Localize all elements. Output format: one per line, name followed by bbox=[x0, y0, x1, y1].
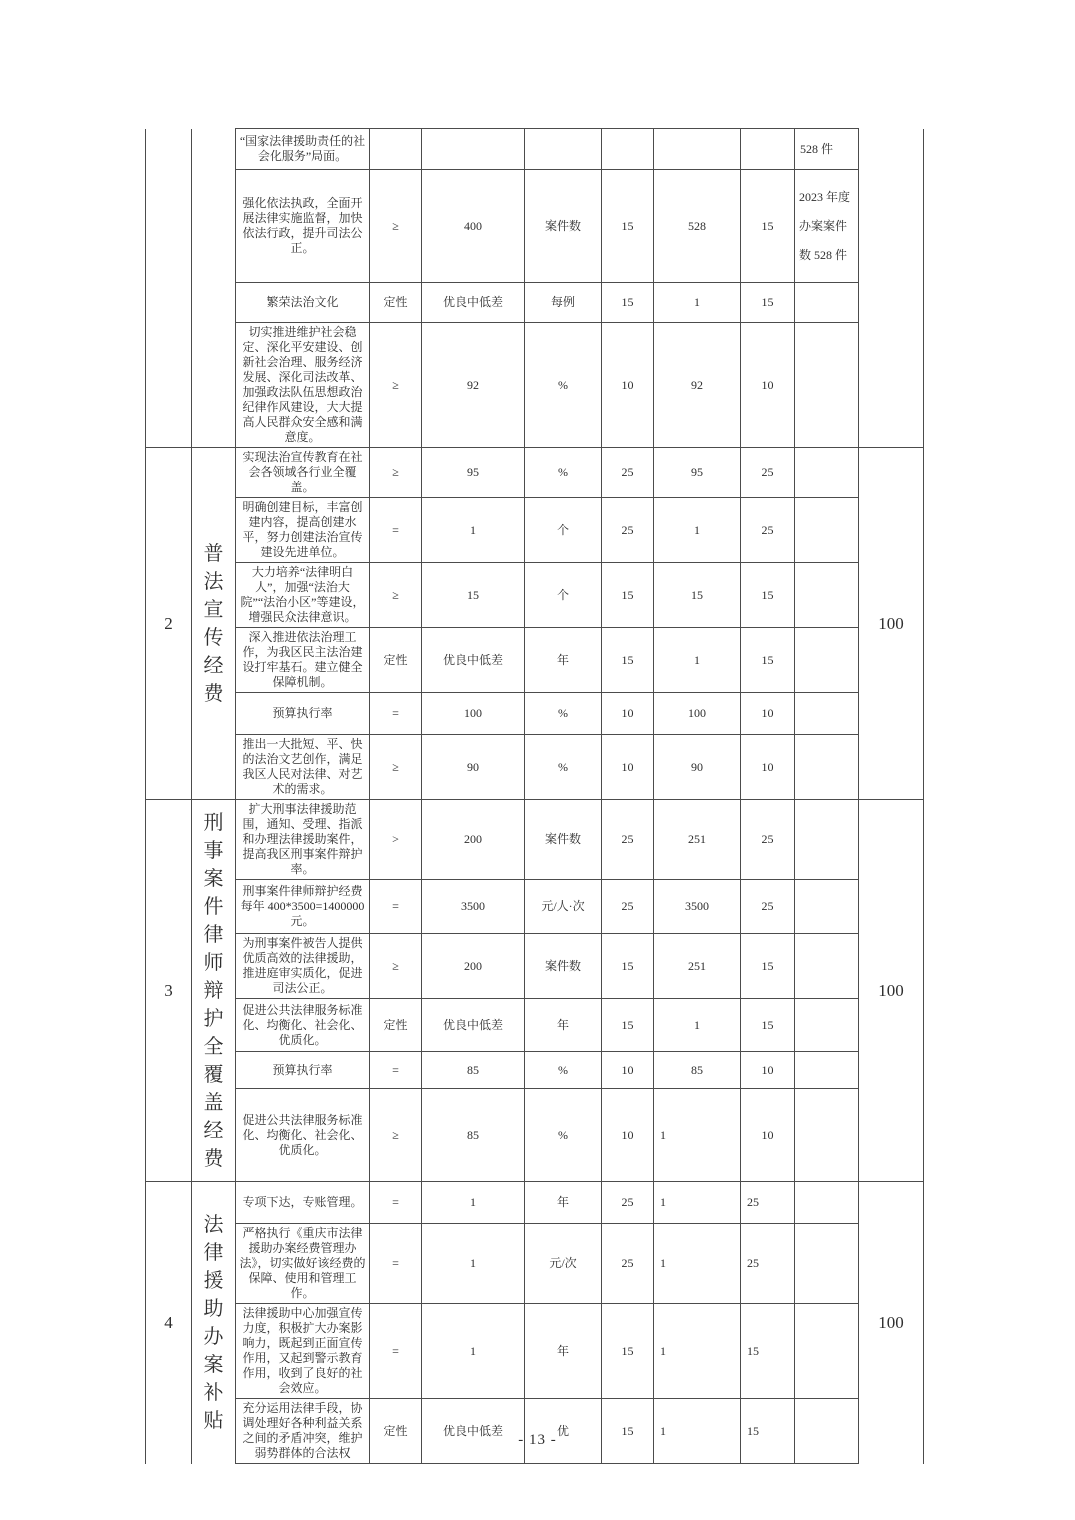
target-value: 3500 bbox=[422, 880, 525, 934]
weight-value: 15 bbox=[602, 999, 654, 1052]
weight-value: 25 bbox=[602, 880, 654, 934]
comparison-op: 定性 bbox=[370, 1399, 422, 1464]
actual-value: 528 bbox=[654, 170, 741, 283]
indicator-desc: 严格执行《重庆市法律援助办案经费管理办法》，切实做好该经费的保障、使用和管理工作。 bbox=[236, 1224, 370, 1304]
weight-value: 25 bbox=[602, 448, 654, 498]
table-row bbox=[146, 448, 924, 498]
row-number bbox=[146, 129, 192, 448]
indicator-desc: 法律援助中心加强宣传力度，积极扩大办案影响力，既起到正面宣传作用，又起到警示教育作用，收到了良好的社会效应。 bbox=[236, 1304, 370, 1399]
category-cell bbox=[192, 1182, 236, 1464]
target-value: 92 bbox=[422, 323, 525, 448]
indicator-desc: “国家法律援助责任的社会化服务”局面。 bbox=[236, 129, 370, 170]
comparison-op: ≥ bbox=[370, 1089, 422, 1182]
comparison-op: ≥ bbox=[370, 563, 422, 628]
actual-value: 1 bbox=[654, 1182, 741, 1224]
unit-label: 个 bbox=[525, 498, 602, 563]
remark-cell bbox=[795, 999, 859, 1052]
indicator-desc: 实现法治宣传教育在社会各领域各行业全覆盖。 bbox=[236, 448, 370, 498]
table-row bbox=[146, 693, 924, 735]
comparison-op: 定性 bbox=[370, 283, 422, 323]
score-value: 25 bbox=[741, 800, 795, 880]
unit-label: 优 bbox=[525, 1399, 602, 1464]
actual-value: 90 bbox=[654, 735, 741, 800]
actual-value: 92 bbox=[654, 323, 741, 448]
actual-value: 3500 bbox=[654, 880, 741, 934]
unit-label: 每例 bbox=[525, 283, 602, 323]
comparison-op: = bbox=[370, 1304, 422, 1399]
indicator-desc: 深入推进依法治理工作，为我区民主法治建设打牢基石。建立健全保障机制。 bbox=[236, 628, 370, 693]
remark-cell bbox=[795, 448, 859, 498]
unit-label: 年 bbox=[525, 628, 602, 693]
weight-value: 10 bbox=[602, 1052, 654, 1089]
target-value: 100 bbox=[422, 693, 525, 735]
weight-value: 10 bbox=[602, 1089, 654, 1182]
unit-label: % bbox=[525, 1089, 602, 1182]
indicator-desc: 促进公共法律服务标准化、均衡化、社会化、优质化。 bbox=[236, 1089, 370, 1182]
unit-label: % bbox=[525, 448, 602, 498]
comparison-op: = bbox=[370, 1224, 422, 1304]
score-value: 10 bbox=[741, 1052, 795, 1089]
indicator-desc: 促进公共法律服务标准化、均衡化、社会化、优质化。 bbox=[236, 999, 370, 1052]
weight-value: 15 bbox=[602, 628, 654, 693]
weight-value bbox=[602, 129, 654, 170]
remark-cell bbox=[795, 628, 859, 693]
indicator-desc: 扩大刑事法律援助范围，通知、受理、指派和办理法律援助案件，提高我区刑事案件辩护率。 bbox=[236, 800, 370, 880]
indicator-desc: 刑事案件律师辩护经费每年 400*3500=1400000 元。 bbox=[236, 880, 370, 934]
section-total: 100 bbox=[859, 1182, 924, 1464]
remark-cell bbox=[795, 323, 859, 448]
weight-value: 15 bbox=[602, 1399, 654, 1464]
comparison-op: ≥ bbox=[370, 934, 422, 999]
actual-value: 1 bbox=[654, 999, 741, 1052]
category-label: 刑事案件律师辩护全覆盖经费 bbox=[203, 811, 224, 1170]
comparison-op: ≥ bbox=[370, 170, 422, 283]
target-value: 200 bbox=[422, 800, 525, 880]
remark-cell bbox=[795, 800, 859, 880]
actual-value: 95 bbox=[654, 448, 741, 498]
weight-value: 15 bbox=[602, 563, 654, 628]
score-value: 10 bbox=[741, 693, 795, 735]
comparison-op: ≥ bbox=[370, 448, 422, 498]
indicator-desc: 预算执行率 bbox=[236, 693, 370, 735]
comparison-op: = bbox=[370, 880, 422, 934]
score-value: 25 bbox=[741, 498, 795, 563]
indicator-desc: 为刑事案件被告人提供优质高效的法律援助，推进庭审实质化，促进司法公正。 bbox=[236, 934, 370, 999]
score-value: 25 bbox=[741, 880, 795, 934]
remark-cell bbox=[795, 1224, 859, 1304]
table-row bbox=[146, 934, 924, 999]
remark-cell bbox=[795, 1304, 859, 1399]
category-cell bbox=[192, 800, 236, 1182]
weight-value: 25 bbox=[602, 1182, 654, 1224]
table-row bbox=[146, 1089, 924, 1182]
score-value: 15 bbox=[741, 1399, 795, 1464]
target-value: 优良中低差 bbox=[422, 999, 525, 1052]
unit-label: 元/次 bbox=[525, 1224, 602, 1304]
target-value: 优良中低差 bbox=[422, 1399, 525, 1464]
remark-cell bbox=[795, 934, 859, 999]
actual-value: 1 bbox=[654, 1399, 741, 1464]
comparison-op bbox=[370, 129, 422, 170]
score-value bbox=[741, 129, 795, 170]
unit-label: 年 bbox=[525, 999, 602, 1052]
score-value: 25 bbox=[741, 1182, 795, 1224]
target-value: 200 bbox=[422, 934, 525, 999]
target-value bbox=[422, 129, 525, 170]
indicator-desc: 大力培养“法律明白人”，加强“法治大院”“法治小区”等建设，增强民众法律意识。 bbox=[236, 563, 370, 628]
indicator-desc: 明确创建目标，丰富创建内容，提高创建水平，努力创建法治宣传建设先进单位。 bbox=[236, 498, 370, 563]
table-row bbox=[146, 283, 924, 323]
actual-value: 1 bbox=[654, 1304, 741, 1399]
section-total bbox=[859, 129, 924, 448]
table-row bbox=[146, 880, 924, 934]
page-number: - 13 - bbox=[518, 1432, 557, 1448]
indicator-desc: 预算执行率 bbox=[236, 1052, 370, 1089]
remark-cell: 528 件 bbox=[795, 129, 859, 170]
comparison-op: = bbox=[370, 498, 422, 563]
remark-cell bbox=[795, 1089, 859, 1182]
target-value: 1 bbox=[422, 1304, 525, 1399]
unit-label: 年 bbox=[525, 1304, 602, 1399]
section-total: 100 bbox=[859, 448, 924, 800]
weight-value: 10 bbox=[602, 735, 654, 800]
weight-value: 25 bbox=[602, 800, 654, 880]
actual-value: 251 bbox=[654, 934, 741, 999]
remark-cell bbox=[795, 283, 859, 323]
section-total: 100 bbox=[859, 800, 924, 1182]
table-row bbox=[146, 800, 924, 880]
score-value: 15 bbox=[741, 283, 795, 323]
score-value: 15 bbox=[741, 170, 795, 283]
weight-value: 15 bbox=[602, 283, 654, 323]
unit-label: % bbox=[525, 693, 602, 735]
comparison-op: ≥ bbox=[370, 323, 422, 448]
table-row bbox=[146, 563, 924, 628]
row-number: 3 bbox=[146, 800, 192, 1182]
unit-label: % bbox=[525, 1052, 602, 1089]
remark-cell bbox=[795, 498, 859, 563]
category-cell bbox=[192, 129, 236, 448]
score-value: 10 bbox=[741, 323, 795, 448]
target-value: 1 bbox=[422, 1224, 525, 1304]
remark-cell bbox=[795, 1182, 859, 1224]
remark-cell bbox=[795, 735, 859, 800]
unit-label: 年 bbox=[525, 1182, 602, 1224]
comparison-op: 定性 bbox=[370, 999, 422, 1052]
unit-label: 案件数 bbox=[525, 934, 602, 999]
actual-value: 85 bbox=[654, 1052, 741, 1089]
comparison-op: 定性 bbox=[370, 628, 422, 693]
actual-value: 1 bbox=[654, 1224, 741, 1304]
table-row bbox=[146, 999, 924, 1052]
score-value: 15 bbox=[741, 628, 795, 693]
target-value: 1 bbox=[422, 498, 525, 563]
category-label: 法律援助办案补贴 bbox=[203, 1213, 224, 1432]
actual-value: 1 bbox=[654, 628, 741, 693]
weight-value: 25 bbox=[602, 498, 654, 563]
comparison-op: = bbox=[370, 1182, 422, 1224]
weight-value: 15 bbox=[602, 170, 654, 283]
remark-cell bbox=[795, 1399, 859, 1464]
table-row bbox=[146, 129, 924, 170]
remark-cell bbox=[795, 1052, 859, 1089]
actual-value: 1 bbox=[654, 498, 741, 563]
comparison-op: > bbox=[370, 800, 422, 880]
comparison-op: = bbox=[370, 693, 422, 735]
table-row bbox=[146, 1304, 924, 1399]
weight-value: 15 bbox=[602, 1304, 654, 1399]
unit-label: 个 bbox=[525, 563, 602, 628]
score-value: 10 bbox=[741, 735, 795, 800]
target-value: 95 bbox=[422, 448, 525, 498]
category-cell bbox=[192, 448, 236, 800]
remark-cell bbox=[795, 880, 859, 934]
indicator-desc: 充分运用法律手段，协调处理好各种利益关系之间的矛盾冲突，维护弱势群体的合法权 bbox=[236, 1399, 370, 1464]
score-value: 15 bbox=[741, 563, 795, 628]
remark-cell bbox=[795, 563, 859, 628]
score-value: 10 bbox=[741, 1089, 795, 1182]
table-row bbox=[146, 1399, 924, 1464]
indicator-desc: 繁荣法治文化 bbox=[236, 283, 370, 323]
weight-value: 10 bbox=[602, 323, 654, 448]
table-row bbox=[146, 735, 924, 800]
actual-value: 251 bbox=[654, 800, 741, 880]
target-value: 优良中低差 bbox=[422, 283, 525, 323]
score-value: 15 bbox=[741, 934, 795, 999]
indicator-desc: 强化依法执政，全面开展法律实施监督，加快依法行政，提升司法公正。 bbox=[236, 170, 370, 283]
table-row bbox=[146, 170, 924, 283]
unit-label: 案件数 bbox=[525, 170, 602, 283]
table-row bbox=[146, 628, 924, 693]
target-value: 90 bbox=[422, 735, 525, 800]
actual-value: 1 bbox=[654, 1089, 741, 1182]
weight-value: 25 bbox=[602, 1224, 654, 1304]
target-value: 85 bbox=[422, 1052, 525, 1089]
weight-value: 15 bbox=[602, 934, 654, 999]
score-value: 25 bbox=[741, 1224, 795, 1304]
actual-value bbox=[654, 129, 741, 170]
score-value: 25 bbox=[741, 448, 795, 498]
performance-indicator-table bbox=[145, 128, 924, 1464]
comparison-op: ≥ bbox=[370, 735, 422, 800]
table-row bbox=[146, 323, 924, 448]
indicator-desc: 切实推进维护社会稳定、深化平安建设、创新社会治理、服务经济发展、深化司法改革、加强政法队伍思想政治纪律作风建设，大大提高人民群众安全感和满意度。 bbox=[236, 323, 370, 448]
actual-value: 1 bbox=[654, 283, 741, 323]
unit-label: % bbox=[525, 323, 602, 448]
category-label: 普法宣传经费 bbox=[203, 542, 224, 705]
row-number: 2 bbox=[146, 448, 192, 800]
actual-value: 15 bbox=[654, 563, 741, 628]
target-value: 1 bbox=[422, 1182, 525, 1224]
unit-label: % bbox=[525, 735, 602, 800]
indicator-desc: 推出一大批短、平、快的法治文艺创作，满足我区人民对法律、对艺术的需求。 bbox=[236, 735, 370, 800]
target-value: 优良中低差 bbox=[422, 628, 525, 693]
score-value: 15 bbox=[741, 999, 795, 1052]
unit-label: 案件数 bbox=[525, 800, 602, 880]
actual-value: 100 bbox=[654, 693, 741, 735]
table-row bbox=[146, 1224, 924, 1304]
table-row bbox=[146, 498, 924, 563]
row-number: 4 bbox=[146, 1182, 192, 1464]
comparison-op: = bbox=[370, 1052, 422, 1089]
table-body bbox=[146, 129, 924, 1464]
remark-cell: 2023 年度办案案件数 528 件 bbox=[795, 170, 859, 283]
weight-value: 10 bbox=[602, 693, 654, 735]
target-value: 15 bbox=[422, 563, 525, 628]
target-value: 85 bbox=[422, 1089, 525, 1182]
target-value: 400 bbox=[422, 170, 525, 283]
unit-label bbox=[525, 129, 602, 170]
remark-cell bbox=[795, 693, 859, 735]
score-value: 15 bbox=[741, 1304, 795, 1399]
unit-label: 元/人·次 bbox=[525, 880, 602, 934]
indicator-desc: 专项下达，专账管理。 bbox=[236, 1182, 370, 1224]
table-row bbox=[146, 1052, 924, 1089]
table-row bbox=[146, 1182, 924, 1224]
